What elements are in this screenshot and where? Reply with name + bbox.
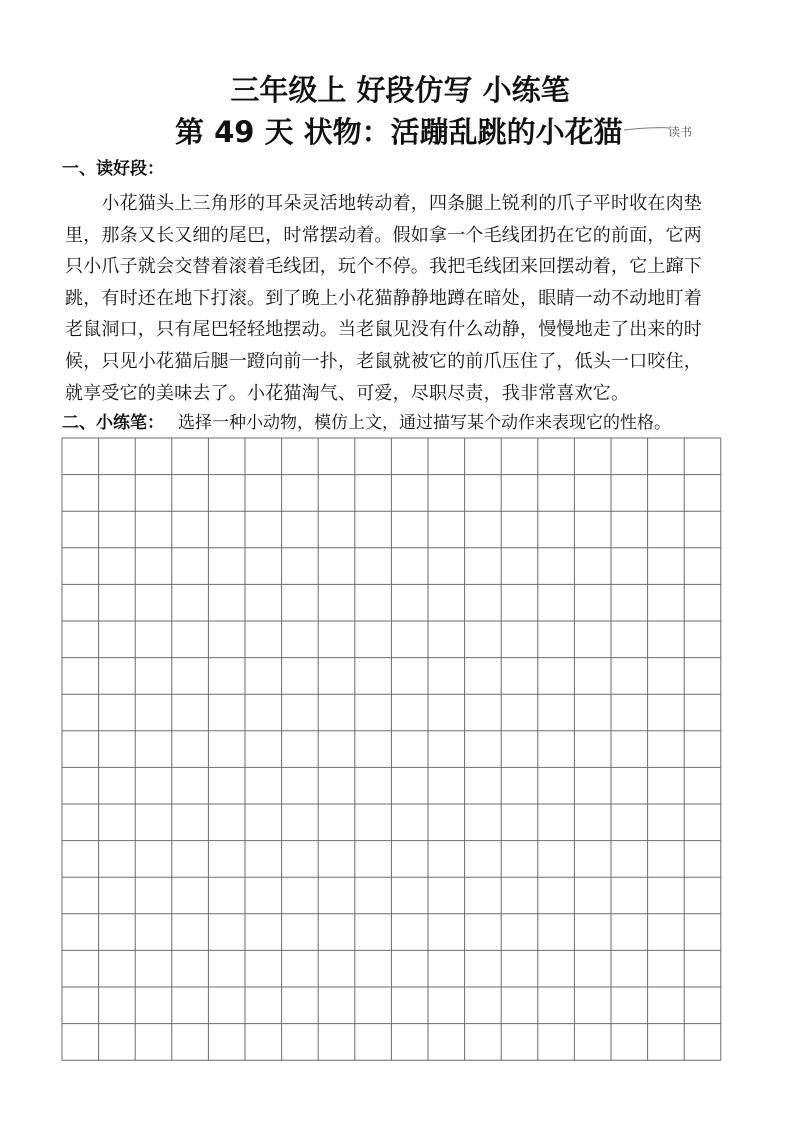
section-heading-practice-label: 二、小练笔： bbox=[62, 413, 164, 433]
paragraph-line: 只小爪子就会交替着滚着毛线团，玩个不停。我把毛线团来回摆动着，它上蹿下 bbox=[65, 256, 702, 278]
paragraph-line: 里，那条又长又细的尾巴，时常摆动着。假如拿一个毛线团扔在它的前面，它两 bbox=[65, 224, 702, 246]
model-paragraph bbox=[65, 188, 745, 409]
writing-grid-svg[interactable] bbox=[61, 437, 722, 1062]
paragraph-line: 候，只见小花猫后腿一蹬向前一扑，老鼠就被它的前爪压住了，低头一口咬住， bbox=[65, 350, 702, 372]
section-heading-practice bbox=[62, 411, 671, 435]
paragraph-line: 小花猫头上三角形的耳朵灵活地转动着，四条腿上锐利的爪子平时收在肉垫 bbox=[65, 193, 702, 214]
watermark: 读书 bbox=[668, 125, 693, 139]
writing-grid[interactable] bbox=[61, 437, 722, 1066]
practice-instruction: 选择一种小动物，模仿上文，通过描写某个动作来表现它的性格。 bbox=[178, 413, 671, 433]
paragraph-line: 老鼠洞口，只有尾巴轻轻地摆动。当老鼠见没有什么动静，慢慢地走了出来的时 bbox=[65, 319, 702, 341]
watermark-stroke-icon bbox=[622, 118, 712, 142]
page-title: 三年级上 好段仿写 小练笔 bbox=[230, 73, 570, 107]
paragraph-line: 就享受它的美味去了。小花猫淘气、可爱，尽职尽责，我非常喜欢它。 bbox=[65, 382, 630, 404]
section-heading-read: 一、读好段： bbox=[62, 159, 164, 179]
paragraph-line: 跳，有时还在地下打滚。到了晚上小花猫静静地蹲在暗处，眼睛一动不动地盯着 bbox=[65, 287, 702, 309]
lesson-title: 第 49 天 状物：活蹦乱跳的小花猫 bbox=[175, 115, 623, 149]
